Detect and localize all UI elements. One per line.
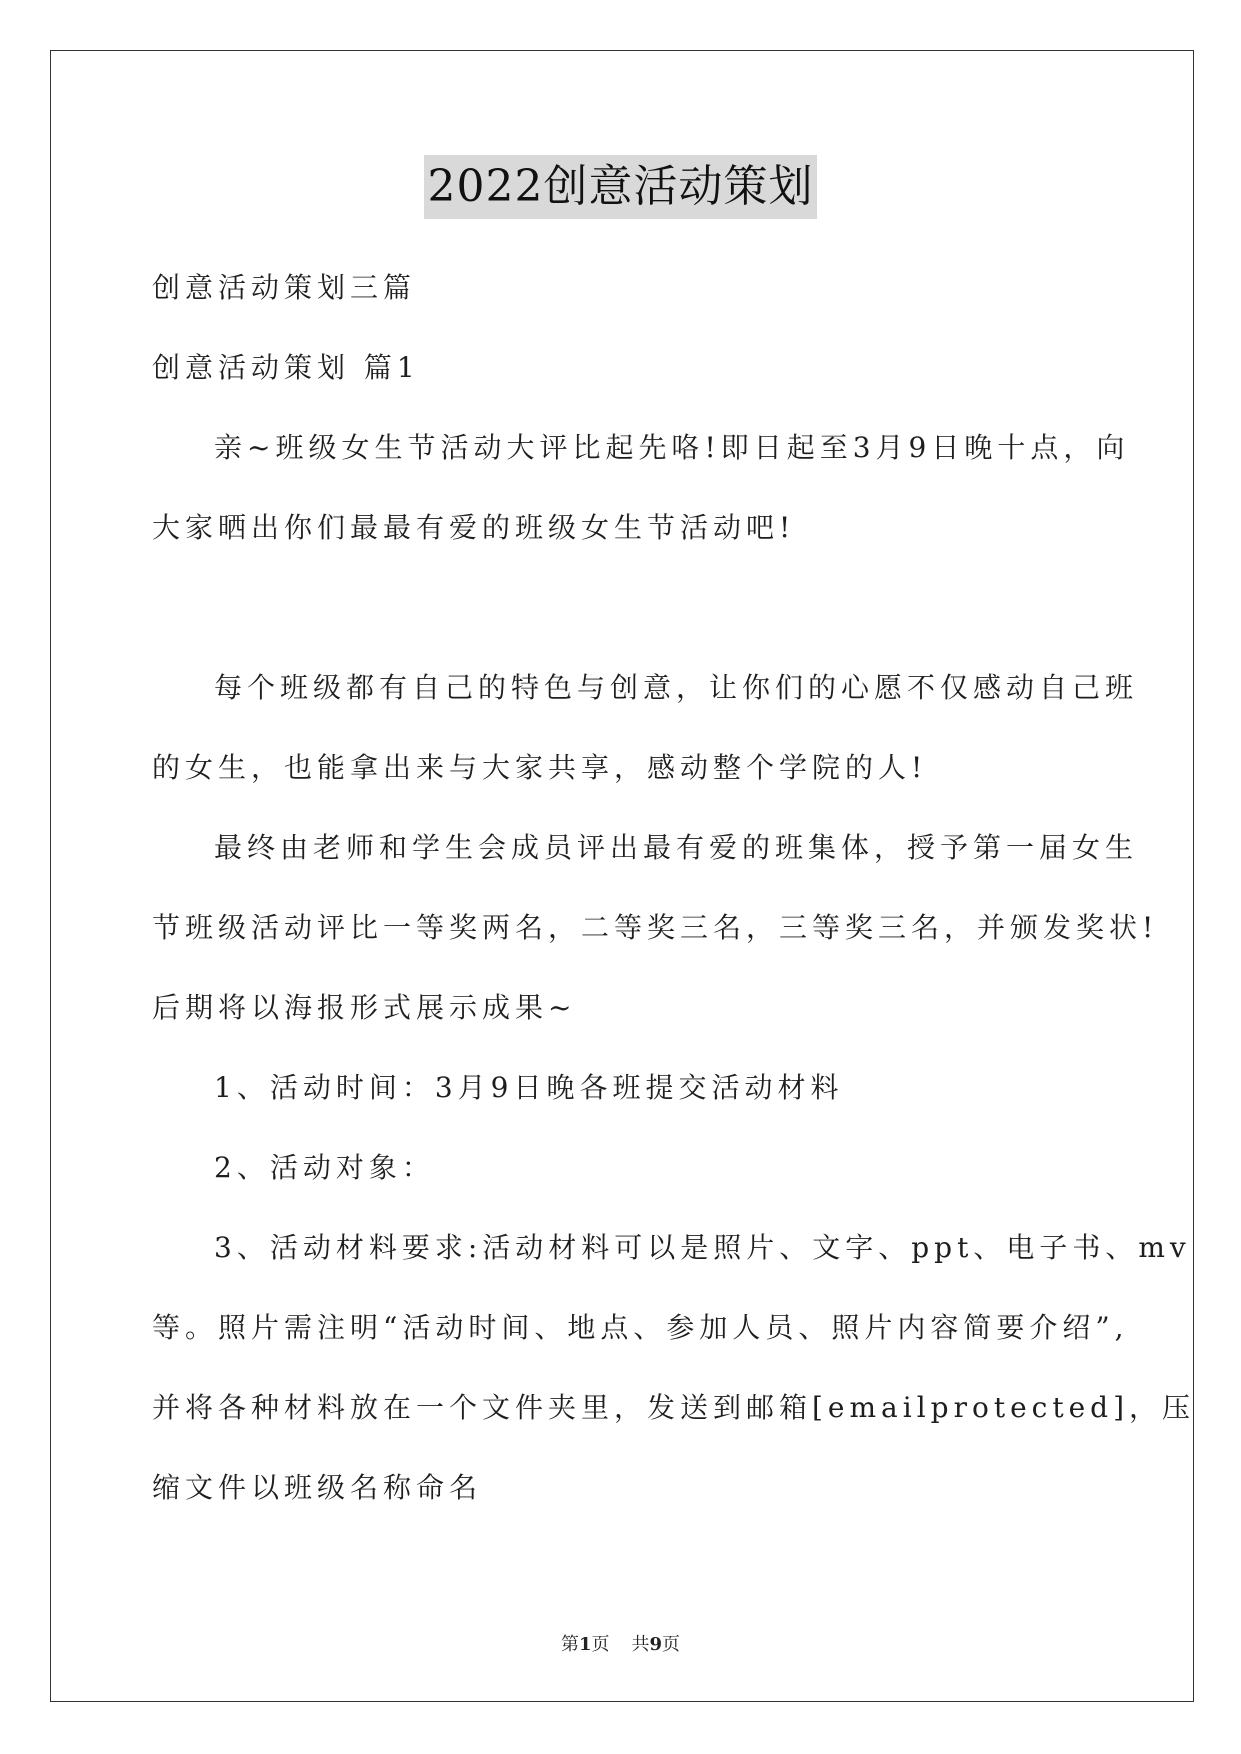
page-label: 页 xyxy=(591,1634,610,1655)
total-prefix: 共 xyxy=(631,1634,650,1655)
paragraph-line: 大家晒出你们最最有爱的班级女生节活动吧! xyxy=(152,511,796,544)
paragraph-line: 等。照片需注明“活动时间、地点、参加人员、照片内容简要介绍”, xyxy=(152,1311,1129,1344)
total-label: 页 xyxy=(662,1634,681,1655)
paragraph-line: 每个班级都有自己的特色与创意，让你们的心愿不仅感动自己班 xyxy=(214,671,1139,704)
list-item: 1、活动时间：3月9日晚各班提交活动材料 xyxy=(214,1071,844,1104)
list-item: 3、活动材料要求:活动材料可以是照片、文字、ppt、电子书、mv xyxy=(214,1231,1191,1264)
paragraph-line: 节班级活动评比一等奖两名，二等奖三名，三等奖三名，并颁发奖状! xyxy=(152,911,1159,944)
page-total: 9 xyxy=(649,1634,663,1655)
title-container xyxy=(0,155,1241,219)
paragraph-line: 缩文件以班级名称命名 xyxy=(152,1471,483,1504)
paragraph-line: 并将各种材料放在一个文件夹里，发送到邮箱[emailprotected]，压 xyxy=(152,1391,1195,1424)
document-title: 2022创意活动策划 xyxy=(424,155,818,219)
paragraph-line: 亲~班级女生节活动大评比起先咯!即日起至3月9日晚十点，向 xyxy=(214,431,1130,464)
list-item: 2、活动对象： xyxy=(214,1151,435,1184)
page-prefix: 第 xyxy=(560,1634,579,1655)
section-heading: 创意活动策划 篇1 xyxy=(152,351,420,384)
page-footer xyxy=(0,1632,1241,1658)
paragraph-line: 的女生，也能拿出来与大家共享，感动整个学院的人! xyxy=(152,751,928,784)
subtitle-line: 创意活动策划三篇 xyxy=(152,271,417,304)
page-current: 1 xyxy=(578,1634,592,1655)
paragraph-line: 后期将以海报形式展示成果~ xyxy=(152,991,577,1024)
paragraph-line: 最终由老师和学生会成员评出最有爱的班集体，授予第一届女生 xyxy=(214,831,1139,864)
